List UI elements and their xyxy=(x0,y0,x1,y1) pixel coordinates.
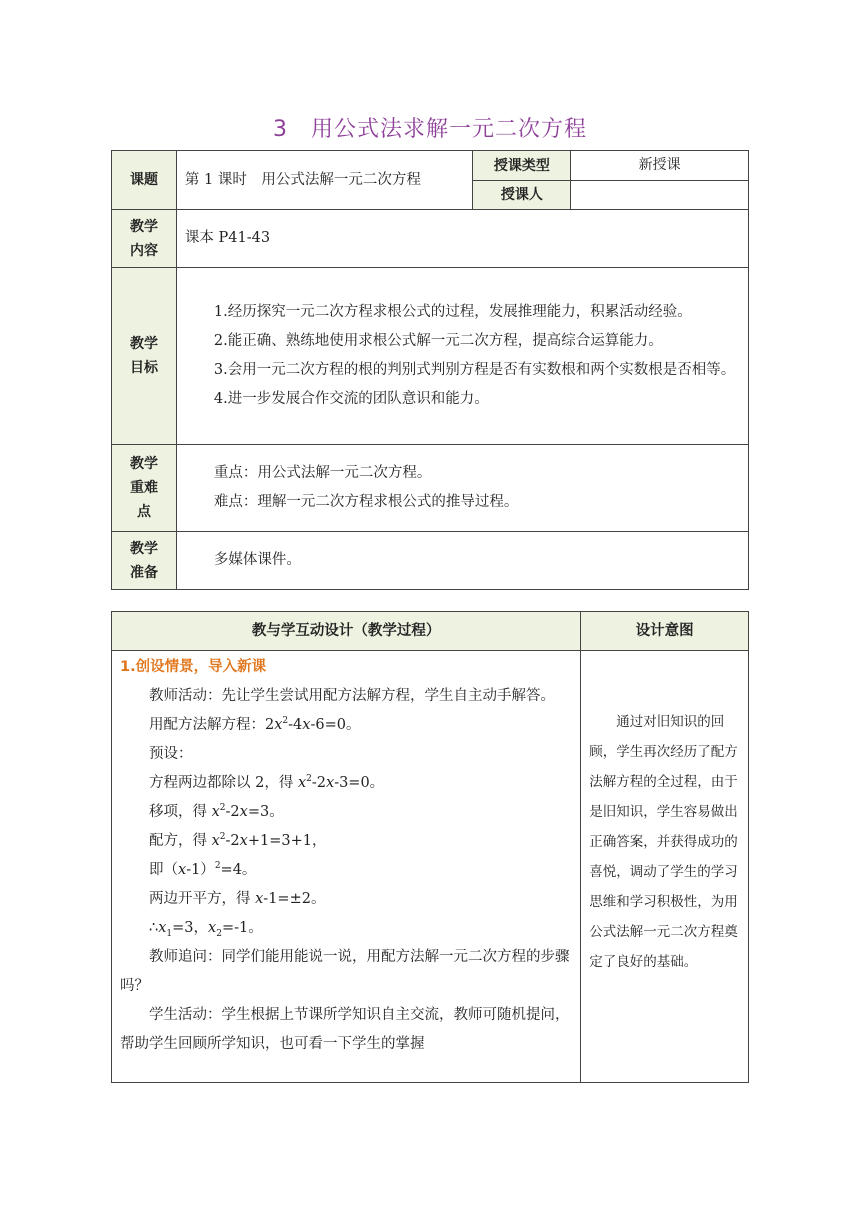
type-label: 授课类型 xyxy=(473,151,571,181)
goals-list xyxy=(176,268,748,445)
step-line: 方程两边都除以 2，得 $x^2-2x-3=0$。 xyxy=(149,774,385,791)
goals-label: 教学 目标 xyxy=(112,268,177,445)
content-label: 教学 内容 xyxy=(112,210,177,268)
section-title: 1.创设情景，导入新课 xyxy=(120,659,267,675)
step-line: 即$(x-1)^2=4$。 xyxy=(149,861,257,878)
process-content xyxy=(112,651,581,1083)
topic-value: 第 1 课时 用公式法解一元二次方程 xyxy=(176,151,473,210)
process-table xyxy=(111,611,749,1083)
teacher-value xyxy=(571,181,749,210)
process-header-left: 教与学互动设计（教学过程） xyxy=(112,612,581,651)
goal-item: 1.经历探究一元二次方程求根公式的过程，发展推理能力，积累活动经验。 xyxy=(213,304,692,320)
topic-label: 课题 xyxy=(112,151,177,210)
step-line: 两边开平方，得 x-1=±2。 xyxy=(149,891,326,907)
student-activity: 学生活动：学生根据上节课所学知识自主交流，教师可随机提问，帮助学生回顾所学知识，也可看一下学生的掌握 xyxy=(120,1007,570,1052)
goal-item: 3.会用一元二次方程的根的判别式判别方程是否有实数根和两个实数根是否相等。 xyxy=(213,362,736,378)
step-line: 移项，得 $x^2-2x=3$。 xyxy=(149,803,284,820)
type-value: 新授课 xyxy=(571,151,749,181)
difficult-point: 难点：理解一元二次方程求根公式的推导过程。 xyxy=(213,494,519,510)
process-header-right: 设计意图 xyxy=(581,612,749,651)
equation-line: 用配方法解方程：$2x^2-4x-6=0$。 xyxy=(149,716,361,733)
teacher-question: 教师追问：同学们能用能说一说，用配方法解一元二次方程的步骤吗？ xyxy=(120,949,570,994)
prep-label: 教学 准备 xyxy=(112,532,177,590)
goal-item: 2.能正确、熟练地使用求根公式解一元二次方程，提高综合运算能力。 xyxy=(213,333,663,349)
goal-item: 4.进一步发展合作交流的团队意识和能力。 xyxy=(213,391,489,407)
design-intent: 通过对旧知识的回顾，学生再次经历了配方法解方程的全过程，由于是旧知识，学生容易做出正确答案，并获得成功的喜悦，调动了学生的学习思维和学习积极性，为用公式法解一元二次方程奠定了良好的基础。 xyxy=(581,651,749,1083)
teacher-label: 授课人 xyxy=(473,181,571,210)
lesson-info-table xyxy=(111,150,749,590)
keypoints-label: 教学 重难 点 xyxy=(112,445,177,532)
preset-line: 预设： xyxy=(149,746,193,762)
solution-line: $\therefore x_1=3$，$x_2=-1$。 xyxy=(149,920,263,939)
teacher-activity: 教师活动：先让学生尝试用配方法解方程，学生自主动手解答。 xyxy=(149,688,555,704)
key-point: 重点：用公式法解一元二次方程。 xyxy=(213,465,432,481)
content-value: 课本 P41-43 xyxy=(176,210,748,268)
step-line: 配方，得 $x^2-2x+1=3+1$， xyxy=(149,832,327,849)
page-title: 3 用公式法求解一元二次方程 xyxy=(273,117,587,142)
prep-value: 多媒体课件。 xyxy=(176,532,748,590)
keypoints-content xyxy=(176,445,748,532)
